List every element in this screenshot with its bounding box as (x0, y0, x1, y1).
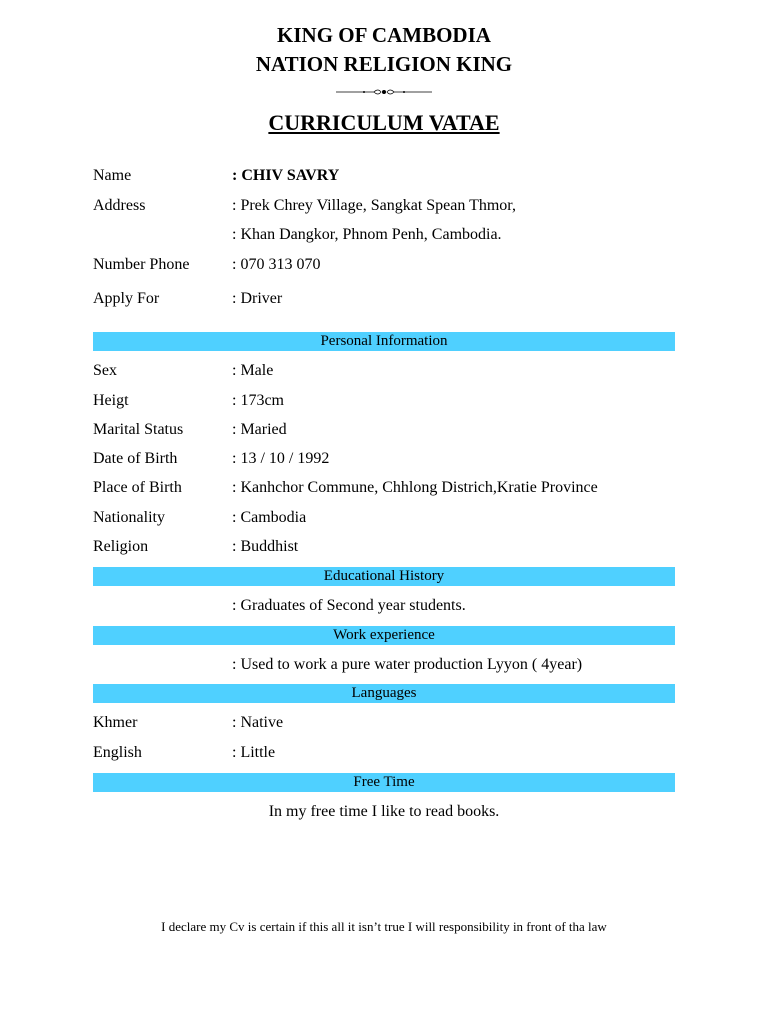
nationality-label: Nationality (93, 509, 165, 526)
religion-value: : Buddhist (232, 538, 299, 555)
english-label: English (93, 744, 142, 761)
height-value: : 173cm (232, 392, 284, 409)
free-time-text: In my free time I like to read books. (268, 803, 500, 820)
ornament-divider-icon (334, 86, 434, 98)
list-item (93, 653, 683, 677)
apply-label: Apply For (93, 290, 160, 307)
date-of-birth-label: Date of Birth (93, 450, 178, 467)
list-item (93, 594, 683, 618)
list-item (93, 711, 683, 735)
header-line-2: NATION RELIGION KING (255, 52, 513, 76)
document-title: CURRICULUM VATAE (268, 110, 500, 135)
name-value: : CHIV SAVRY (232, 167, 340, 184)
list-item (93, 535, 683, 559)
list-item (93, 359, 683, 383)
list-item (93, 389, 683, 413)
address-line-1: : Prek Chrey Village, Sangkat Spean Thmor, (232, 197, 516, 214)
list-item (93, 741, 683, 765)
work-value: : Used to work a pure water production Lyyon ( 4year) (232, 656, 583, 673)
name-row (93, 164, 683, 188)
name-label: Name (93, 167, 132, 184)
section-free-time: Free Time (93, 773, 675, 792)
sex-label: Sex (93, 362, 117, 379)
khmer-value: : Native (232, 714, 284, 731)
phone-row (93, 253, 683, 277)
apply-row (93, 287, 683, 311)
place-of-birth-label: Place of Birth (93, 479, 182, 496)
section-personal-information: Personal Information (93, 332, 675, 351)
list-item (93, 506, 683, 530)
khmer-label: Khmer (93, 714, 138, 731)
list-item (93, 418, 683, 442)
header-line-1: KING OF CAMBODIA (277, 23, 491, 47)
address-label: Address (93, 197, 146, 214)
section-work-experience: Work experience (93, 626, 675, 645)
address-line-2: : Khan Dangkor, Phnom Penh, Cambodia. (232, 226, 502, 243)
place-of-birth-value: : Kanhchor Commune, Chhlong Districh,Kratie Province (232, 479, 598, 496)
religion-label: Religion (93, 538, 149, 555)
address-row (93, 194, 683, 218)
section-languages: Languages (93, 684, 675, 703)
education-value: : Graduates of Second year students. (232, 597, 466, 614)
apply-value: : Driver (232, 290, 283, 307)
address-row-2 (93, 223, 683, 247)
marital-status-value: : Maried (232, 421, 287, 438)
phone-label: Number Phone (93, 256, 190, 273)
declaration-text: I declare my Cv is certain if this all it isn’t true I will responsibility in front of tha law (161, 919, 607, 934)
list-item (93, 447, 683, 471)
marital-status-label: Marital Status (93, 421, 184, 438)
nationality-value: : Cambodia (232, 509, 307, 526)
list-item (93, 476, 683, 500)
phone-value: : 070 313 070 (232, 256, 321, 273)
english-value: : Little (232, 744, 276, 761)
date-of-birth-value: : 13 / 10 / 1992 (232, 450, 330, 467)
sex-value: : Male (232, 362, 274, 379)
section-educational-history: Educational History (93, 567, 675, 586)
height-label: Heigt (93, 392, 129, 409)
